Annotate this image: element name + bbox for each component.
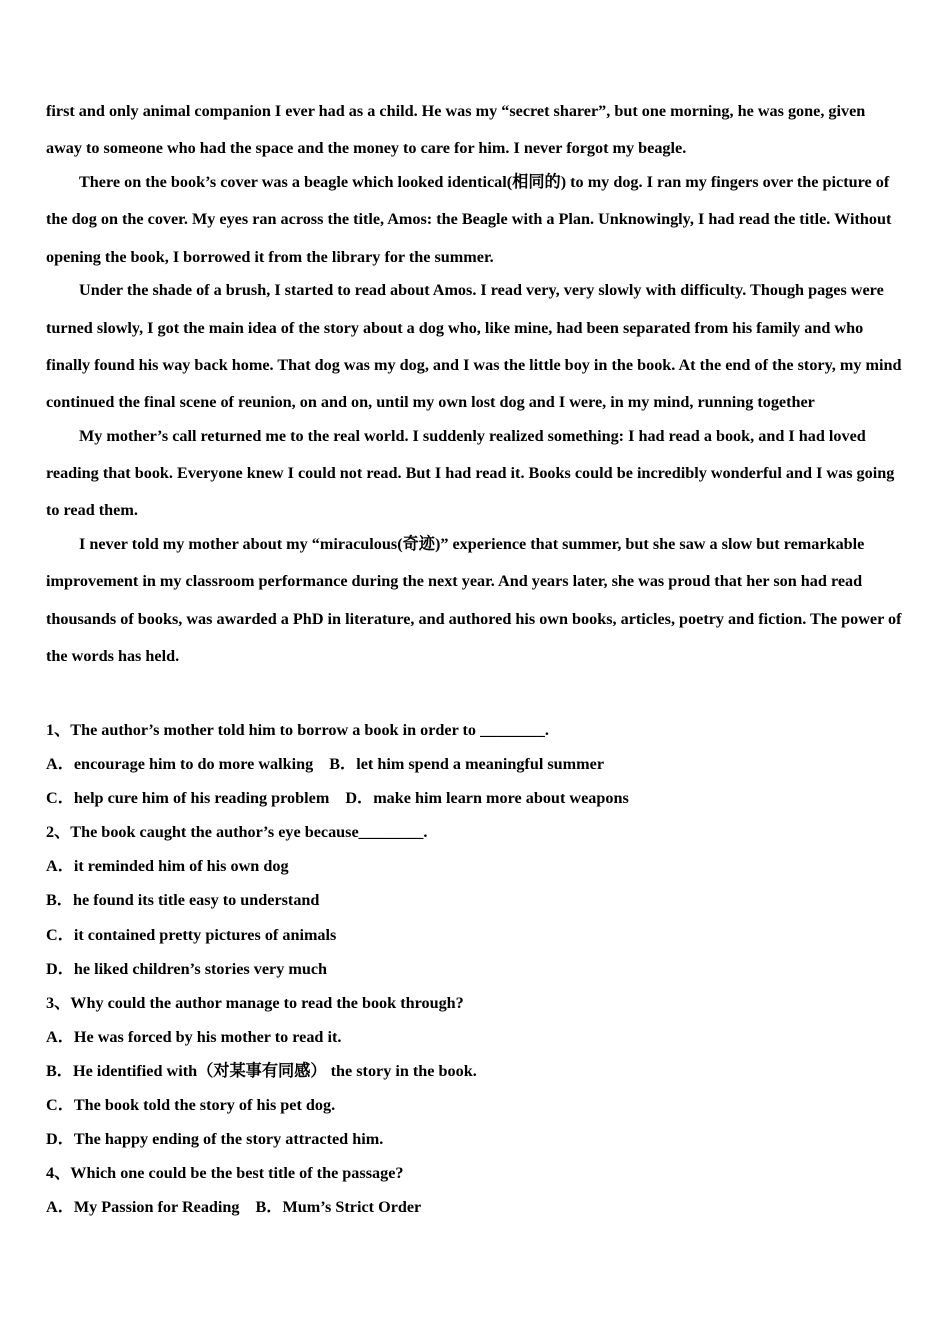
question-4-option-a[interactable]: A．My Passion for Reading bbox=[46, 1198, 240, 1217]
question-3-option-d[interactable]: D．The happy ending of the story attracted him. bbox=[46, 1130, 384, 1149]
question-1-option-c[interactable]: C．help cure him of his reading problem bbox=[46, 789, 330, 808]
question-4-options-row-1 bbox=[46, 1190, 904, 1224]
question-3-option-b[interactable]: B．He identified with（对某事有同感） the story in the book. bbox=[46, 1061, 477, 1080]
question-4-stem: 4、Which one could be the best title of the passage? bbox=[46, 1164, 404, 1183]
question-1-options-row-1 bbox=[46, 747, 904, 781]
passage-paragraph-5: I never told my mother about my “miraculous(奇迹)” experience that summer, but she saw a slow but remarkable improvement in my classroom performance during the next year. And years later, she was proud that her son had read thousands of books, was awarded a PhD in literature, and authored his own books, articles, poetry and fiction. The power of the words has held. bbox=[46, 535, 902, 665]
question-2-option-a[interactable]: A．it reminded him of his own dog bbox=[46, 857, 289, 876]
reading-passage bbox=[46, 93, 904, 672]
question-3-option-a[interactable]: A．He was forced by his mother to read it. bbox=[46, 1027, 342, 1046]
question-2-option-b[interactable]: B．he found its title easy to understand bbox=[46, 891, 320, 910]
question-3-stem: 3、Why could the author manage to read the book through? bbox=[46, 993, 464, 1012]
passage-paragraph-2: There on the book’s cover was a beagle which looked identical(相同的) to my dog. I ran my fingers over the picture of the dog on the cover. My eyes ran across the title, Amos: the Beagle with a Plan. Unknowingly, I had read the title. Without opening the book, I borrowed it from the library for the summer. bbox=[46, 173, 892, 266]
question-3-option-c[interactable]: C．The book told the story of his pet dog. bbox=[46, 1096, 336, 1115]
question-2-stem: 2、The book caught the author’s eye because________. bbox=[46, 823, 428, 842]
question-1-option-d[interactable]: D．make him learn more about weapons bbox=[345, 789, 629, 808]
question-list bbox=[46, 713, 904, 1224]
question-2-option-d[interactable]: D．he liked children’s stories very much bbox=[46, 959, 328, 978]
question-1-option-a[interactable]: A．encourage him to do more walking bbox=[46, 755, 314, 774]
question-1-option-b[interactable]: B．let him spend a meaningful summer bbox=[329, 755, 605, 774]
passage-paragraph-3: Under the shade of a brush, I started to read about Amos. I read very, very slowly with difficulty. Though pages were turned slowly, I got the main idea of the story about a dog who, like mine, had been separated from his family and who finally found his way back home. That dog was my dog, and I was the little boy in the book. At the end of the story, my mind continued the final scene of reunion, on and on, until my own lost dog and I were, in my mind, running together bbox=[46, 281, 902, 412]
question-4-option-b[interactable]: B．Mum’s Strict Order bbox=[255, 1198, 422, 1217]
question-1-options-row-2 bbox=[46, 781, 904, 815]
question-2-option-c[interactable]: C．it contained pretty pictures of animals bbox=[46, 925, 337, 944]
passage-paragraph-4: My mother’s call returned me to the real world. I suddenly realized something: I had read a book, and I had loved reading that book. Everyone knew I could not read. But I had read it. Books could be incredibly wonderful and I was going to read them. bbox=[46, 426, 895, 520]
passage-paragraph-1: first and only animal companion I ever had as a child. He was my “secret sharer”, but one morning, he was gone, given away to someone who had the space and the money to care for him. I never forgot my beagle. bbox=[46, 102, 866, 158]
question-1-stem: 1、The author’s mother told him to borrow a book in order to ________. bbox=[46, 721, 549, 739]
